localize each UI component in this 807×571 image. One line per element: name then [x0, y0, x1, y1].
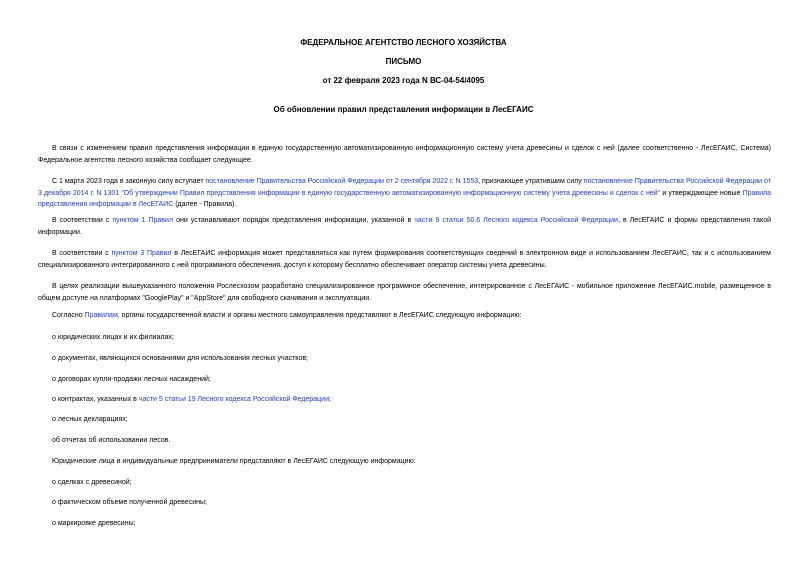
link-resolution-1301[interactable]: постановление Правительства Российской Федерации от 3 декабря 2014 г. N 1301 "Об утверждении Правил представления информации в единую государственную автоматизированную информационную систему учета древесины и сделок с ней"	[38, 178, 771, 197]
document-type: ПИСЬМО	[385, 57, 422, 66]
list-item-text: о контрактах, указанных в	[52, 396, 139, 403]
link-forest-code-50-6[interactable]: части 9 статьи 50.6 Лесного кодекса Российской Федерации	[414, 217, 618, 224]
paragraph-intro	[38, 143, 771, 166]
paragraph-authorities	[38, 310, 771, 322]
document-title: Об обновлении правил представления информации в ЛесЕГАИС	[273, 105, 534, 114]
list-item-text: ;	[328, 396, 331, 403]
link-resolution-1553[interactable]: постановление Правительства Российской Федерации от 2 сентября 2022 г. N 1553	[205, 178, 479, 185]
paragraph-text: С 1 марта 2023 года в законную силу вступает	[52, 178, 206, 185]
paragraph-text: В целях реализации вышеуказанного положения Рослесхозом разработано специализированное программное обеспечение, интегрированное с ЛесЕГАИС - мобильное приложение ЛесЕГАИС.mobile, размещенное в общем доступе на платформах "GooglePlay" и "AppStore" для свободного скачивания и эксплуатации.	[38, 283, 771, 302]
list-item: о маркировке древесины;	[52, 520, 136, 527]
list-item: о лесных декларациях;	[52, 416, 128, 423]
paragraph-text: , в ЛесЕГАИС и формы представления такой информации.	[38, 217, 772, 236]
link-rules-general[interactable]: Правилам	[84, 312, 118, 319]
list-item: о юридических лицах и их филиалах;	[52, 334, 174, 341]
paragraph-rules-point-1	[38, 215, 771, 238]
paragraph-text: в ЛесЕГАИС информация может представляться как путем формирования соответствующих сведений в электронном виде и использованием ЛесЕГАИС, так и с использованием специализированного интегрированного с ней программного обеспечения, доступ к которому бесплатно обеспечивает оператор системы учета древесины.	[38, 250, 771, 269]
paragraph-intro-text: В связи с изменением правил представления информации в единую государственную автоматизированную информационную систему учета древесины и сделок с ней (далее соответственно - ЛесЕГАИС, Система) Федеральное агентство лесного хозяйства сообщает следующее.	[38, 145, 771, 164]
list-item: о фактическом объеме полученной древесины;	[52, 499, 207, 506]
list-item: о документах, являющихся основаниями для использования лесных участков;	[52, 355, 308, 362]
agency-heading: ФЕДЕРАЛЬНОЕ АГЕНТСТВО ЛЕСНОГО ХОЗЯЙСТВА	[300, 38, 507, 47]
paragraph-text: Согласно	[52, 312, 85, 319]
paragraph-legal-entities: Юридические лица и индивидуальные предприниматели представляют в ЛесЕГАИС следующую информацию:	[52, 458, 416, 465]
link-forest-code-19[interactable]: части 5 статьи 19 Лесного кодекса Российской Федерации	[138, 396, 329, 403]
paragraph-rules-point-3	[38, 248, 771, 271]
list-item: о договорах купли-продажи лесных насаждений;	[52, 376, 211, 383]
link-rules-point-3[interactable]: пунктом 3 Правил	[111, 250, 172, 257]
paragraph-text: , органы государственной власти и органы местного самоуправления представляют в ЛесЕГАИС следующую информацию:	[117, 312, 522, 319]
paragraph-mobile-app	[38, 281, 771, 304]
list-item: об отчетах об использовании лесов.	[52, 437, 171, 444]
paragraph-text: и утверждающее новые	[660, 189, 743, 197]
paragraph-text: они устанавливают порядок представления информации, указанной в	[173, 217, 415, 224]
link-rules-point-1[interactable]: пунктом 1 Правил	[112, 217, 174, 224]
document-date-number: от 22 февраля 2023 года N ВС-04-54/4095	[322, 76, 485, 85]
paragraph-resolution	[38, 176, 771, 211]
list-item: о сделках с древесиной;	[52, 479, 132, 486]
link-rules[interactable]: Правила представления информации в ЛесЕГАИС	[38, 189, 771, 208]
paragraph-text: В соответствии с	[52, 250, 112, 257]
paragraph-text: В соответствии с	[52, 217, 113, 224]
paragraph-text: (далее - Правила).	[173, 201, 237, 208]
list-item	[52, 394, 331, 406]
paragraph-text: , признающее утратившим силу	[478, 178, 584, 185]
